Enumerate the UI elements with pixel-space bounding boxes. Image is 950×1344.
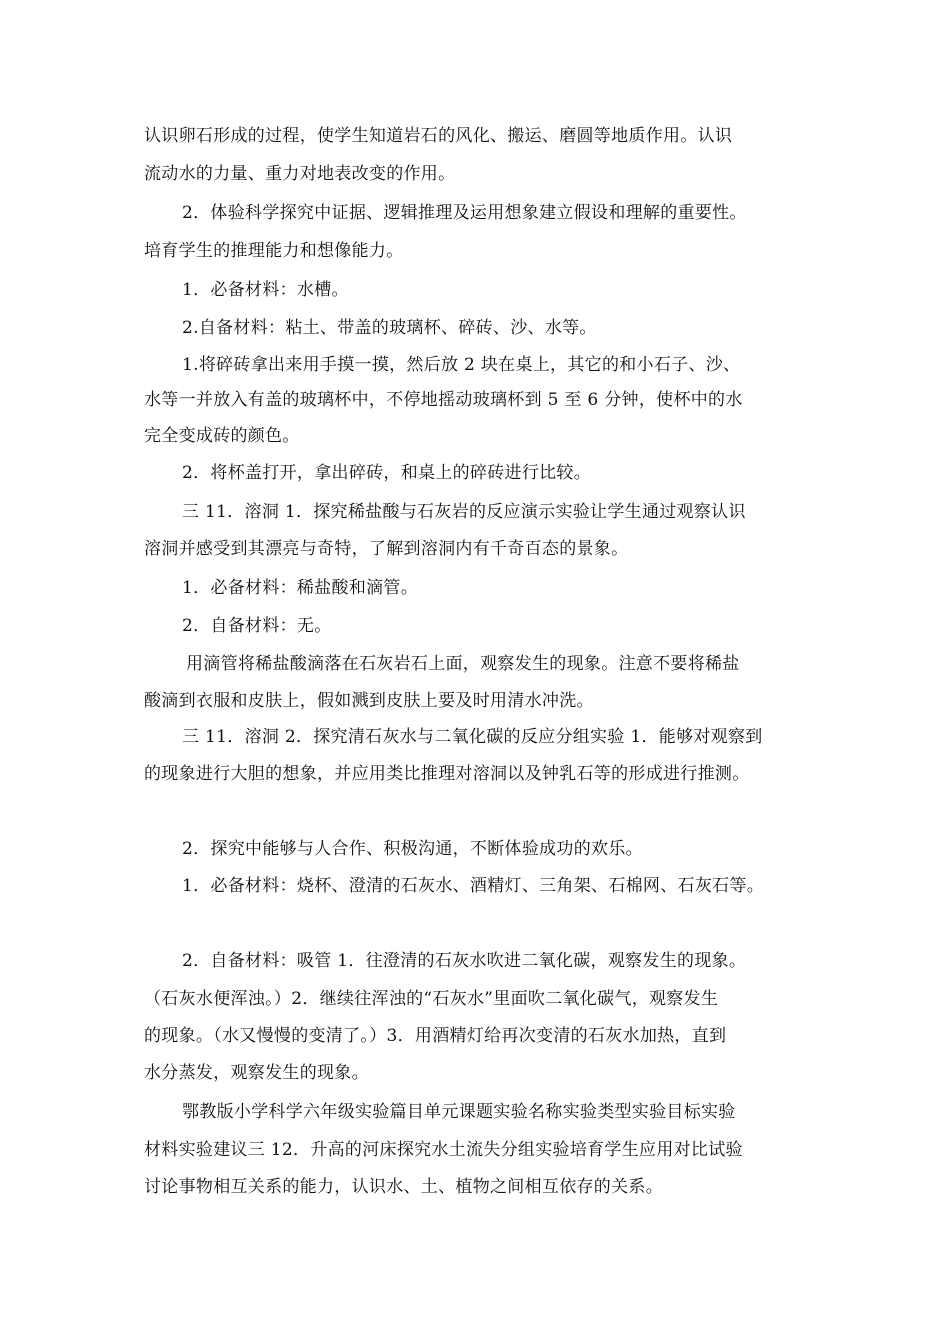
text-line: 1．必备材料：水槽。 <box>182 280 349 300</box>
text-line: 2．体验科学探究中证据、逻辑推理及运用想象建立假设和理解的重要性。 <box>182 203 747 223</box>
text-line: 流动水的力量、重力对地表改变的作用。 <box>144 164 456 184</box>
text-line: 1．必备材料：烧杯、澄清的石灰水、酒精灯、三角架、石棉网、石灰石等。 <box>182 876 765 896</box>
text-line: 2．自备材料：吸管 1．往澄清的石灰水吹进二氧化碳，观察发生的现象。 <box>182 951 747 971</box>
text-line: 1．必备材料：稀盐酸和滴管。 <box>182 578 419 598</box>
text-line: 的现象进行大胆的想象，并应用类比推理对溶洞以及钟乳石等的形成进行推测。 <box>144 764 750 784</box>
text-line: （石灰水便浑浊。）2．继续往浑浊的“石灰水”里面吹二氧化碳气，观察发生 <box>144 989 719 1009</box>
text-line: 2．自备材料：无。 <box>182 616 332 636</box>
text-line: 三 11．溶洞 1．探究稀盐酸与石灰岩的反应演示实验让学生通过观察认识 <box>182 502 746 522</box>
text-line: 2．探究中能够与人合作、积极沟通，不断体验成功的欢乐。 <box>182 839 643 859</box>
text-line: 2.自备材料：粘土、带盖的玻璃杯、碎砖、沙、水等。 <box>182 318 597 338</box>
text-line: 完全变成砖的颜色。 <box>144 426 300 446</box>
text-line: 讨论事物相互关系的能力，认识水、土、植物之间相互依存的关系。 <box>144 1177 663 1197</box>
text-line: 材料实验建议三 12．升高的河床探究水土流失分组实验培育学生应用对比试验 <box>144 1140 743 1160</box>
text-line: 鄂教版小学科学六年级实验篇目单元课题实验名称实验类型实验目标实验 <box>182 1102 736 1122</box>
text-line: 2．将杯盖打开，拿出碎砖，和桌上的碎砖进行比较。 <box>182 463 592 483</box>
text-line: 水分蒸发，观察发生的现象。 <box>144 1063 369 1083</box>
text-line: 酸滴到衣服和皮肤上，假如溅到皮肤上要及时用清水冲洗。 <box>144 691 594 711</box>
text-line: 培育学生的推理能力和想像能力。 <box>144 241 404 261</box>
text-line: 1.将碎砖拿出来用手摸一摸，然后放 2 块在桌上，其它的和小石子、沙、 <box>182 355 741 375</box>
text-line: 认识卵石形成的过程，使学生知道岩石的风化、搬运、磨圆等地质作用。认识 <box>144 126 733 146</box>
text-line: 水等一并放入有盖的玻璃杯中，不停地摇动玻璃杯到 5 至 6 分钟，使杯中的水 <box>144 390 743 410</box>
text-line: 溶洞并感受到其漂亮与奇特，了解到溶洞内有千奇百态的景象。 <box>144 539 629 559</box>
text-line: 三 11．溶洞 2．探究清石灰水与二氧化碳的反应分组实验 1．能够对观察到 <box>182 727 763 747</box>
text-line: 用滴管将稀盐酸滴落在石灰岩石上面，观察发生的现象。注意不要将稀盐 <box>186 654 740 674</box>
text-line: 的现象。（水又慢慢的变清了。）3．用酒精灯给再次变清的石灰水加热，直到 <box>144 1026 727 1046</box>
